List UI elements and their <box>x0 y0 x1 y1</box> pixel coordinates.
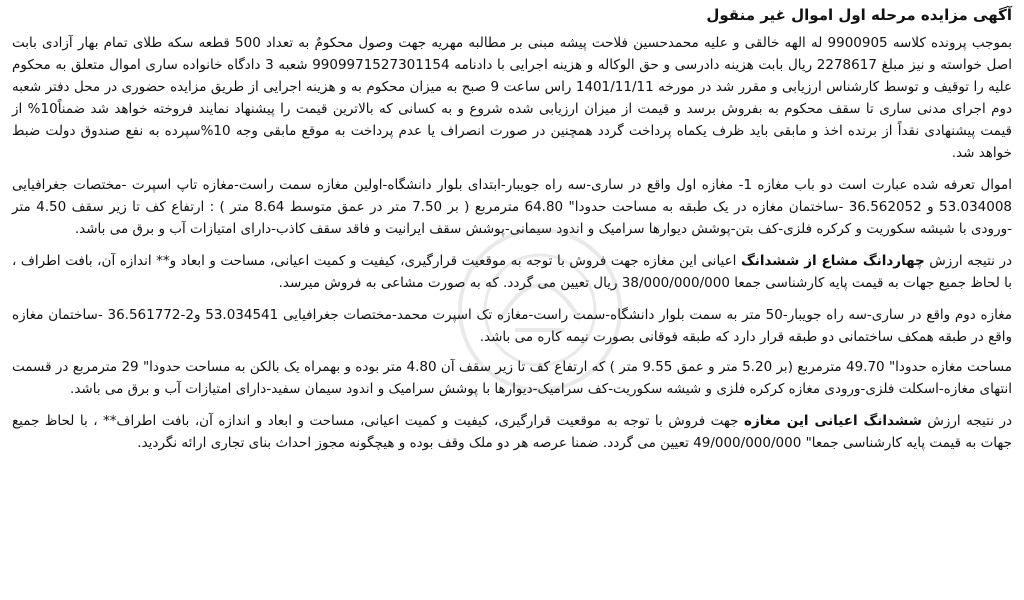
valuation-1-bold: چهاردانگ مشاع از ششدانگ <box>740 253 925 269</box>
valuation-2-rest: جهت فروش با توجه به موقعیت قرارگیری، کیفیت و کمیت اعیانی، مساحت و ابعاد و اندازه آن، بافت اطراف** ، با لحاظ جمیع جهات به قیمت پایه کارشناسی جمعا" 49/000/000/000 تعیین می گردد. ضمنا عرصه هر دو ملک وقف بوده و هیچگونه مجوز احداث بنای تجاری ارائه نگردید. <box>12 413 1012 451</box>
valuation-2-prefix: در نتیجه ارزش <box>921 413 1012 429</box>
property-2-area: مساحت مغازه حدودا" 49.70 مترمربع (بر 5.20 متر و عمق 9.55 متر ) که ارتفاع کف تا زیر سقف آن 4.80 متر بوده و بهمراه یک بالکن به مساحت حدودا" 29 مترمربع در قسمت انتهای مغازه-اسکلت فلزی-ورودی مغازه کرکره فلزی و شیشه سکوریت-کف سرامیک-دیوارها با پوشش سرامیک و اندود سیمان سفید-دارای امتیازات آب و برق می باشد. <box>12 359 1012 397</box>
property-2-description: مغازه دوم واقع در ساری-سه راه جویبار-50 متر به سمت بلوار دانشگاه-سمت راست-مغازه تک اسپرت محمد-مختصات جغرافیایی 53.034541 و2-36.561772 -ساختمان مغازه واقع در طبقه همکف ساختمانی دو طبقه قرار دارد که طبقه فوقانی بصورت نیمه کاره می باشد. <box>12 307 1012 345</box>
intro-paragraph: بموجب پرونده کلاسه 9900905 له الهه خالقی و علیه محمدحسین فلاحت پیشه مبنی بر مطالبه مهریه جهت وصول محکومٌ به تعداد 500 قطعه سکه طلای تمام بهار آزادی بابت اصل خواسته و نیز مبلغ 2278617 ریال بابت هزینه دادرسی و حق الوکاله و هزینه اجرایی با دادنامه 9909971527301154 شعبه 3 دادگاه خانواده ساری اموال متعلق به محکوم علیه را توقیف و توسط کارشناس ارزیابی و مقرر شد در مورخه 1401/11/11 راس ساعت 9 صبح به میزان محکوم به و هزینه اجرایی از طریق مزایده حضوری در محل دفتر شعبه دوم اجرای مدنی ساری تا سقف محکوم به بفروش برسد و قیمت از میزان ارزیابی شده شروع و به کسانی که بالاترین قیمت را پیشنهاد نمایند فروخته خواهد شد ضمناً10% از قیمت پیشنهادی نقداً از برنده اخذ و مابقی باید ظرف یکماه پرداخت گردد همچنین در صورت انصراف یا عدم پرداخت به موقع مابقی وجه 10%سپرده به نفع صندوق دولت ضبط خواهد شد. <box>12 35 1013 161</box>
valuation-2-paragraph <box>12 410 1012 454</box>
valuation-1-paragraph <box>12 250 1012 294</box>
property-1-description: اموال تعرفه شده عبارت است دو باب مغازه 1- مغازه اول واقع در ساری-سه راه جویبار-ابتدای بلوار دانشگاه-اولین مغازه سمت راست-مغازه تاپ اسپرت -مختصات جغرافیایی 53.034008 و 36.562052 -ساختمان مغازه در یک طبقه به مساحت حدودا" 64.80 مترمربع ( بر 7.50 متر در عمق متوسط 8.64 متر ) : ارتفاع کف تا زیر سقف 4.50 متر -ورودی با شیشه سکوریت و کرکره فلزی-کف بتن-پوشش دیوارها سرامیک و اندود سیمانی-پوشش سقف ایرانیت و فاقد سقف کاذب-دارای امتیازات آب و برق می باشد. <box>12 177 1013 237</box>
valuation-1-prefix: در نتیجه ارزش <box>924 253 1012 269</box>
valuation-1-rest: اعیانی این مغازه جهت فروش با توجه به موقعیت قرارگیری، کیفیت و کمیت اعیانی، مساحت و ابعاد و** اندازه آن، بافت اطراف ، با لحاظ جمیع جهات به قیمت پایه کارشناسی جمعا 38/000/000/000 ریال تعیین می گردد. که به صورت مشاعی به فروش میرسد. <box>12 253 1012 291</box>
valuation-2-bold: ششدانگ اعیانی این مغازه <box>744 413 922 429</box>
notice-title: آگهی مزایده مرحله اول اموال غیر منقول <box>706 6 1012 24</box>
